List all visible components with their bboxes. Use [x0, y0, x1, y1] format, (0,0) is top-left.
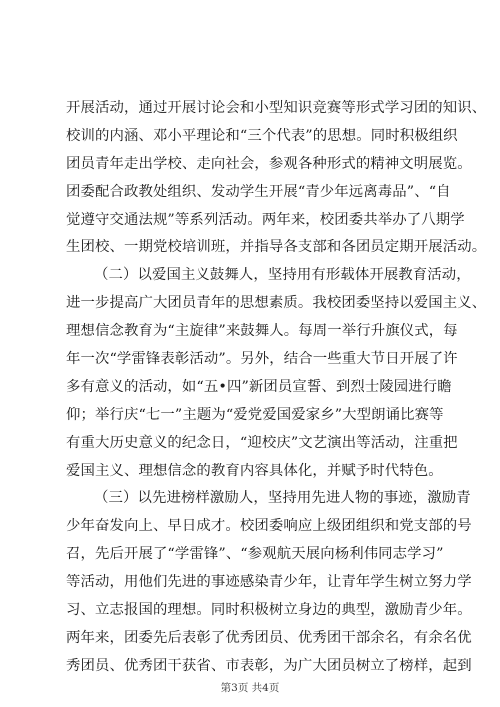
- text-line: 少年奋发向上、早日成才。校团委响应上级团组织和党支部的号: [66, 518, 472, 535]
- page-number: 第3页 共4页: [220, 682, 280, 694]
- text-line: 校训的内涵、邓小平理论和“三个代表”的思想。同时积极组织: [66, 127, 458, 144]
- text-line: 开展活动，通过开展讨论会和小型知识竞赛等形式学习团的知识、: [66, 100, 487, 116]
- text-line: 进一步提高广大团员青年的思想素质。我校团委坚持以爱国主义、: [66, 295, 487, 312]
- text-line: 秀团员、优秀团干获省、市表彰，为广大团员树立了榜样，起到: [66, 657, 472, 674]
- text-line: 团员青年走出学校、走向社会，参观各种形式的精神文明展览。: [66, 155, 472, 172]
- text-line: 理想信念教育为“主旋律”来鼓舞人。每周一举行升旗仪式，每: [66, 323, 458, 340]
- text-line: 有重大历史意义的纪念日，“迎校庆”文艺演出等活动，注重把: [66, 434, 458, 451]
- text-line: 团委配合政教处组织、发动学生开展“青少年远离毒品”、“自: [66, 183, 451, 200]
- text-line: 觉遵守交通法规”等系列活动。两年来，校团委共举办了八期学: [66, 211, 465, 228]
- text-line: 生团校、一期党校培训班，并指导各支部和各团员定期开展活动。: [66, 239, 487, 256]
- text-line: 等活动，用他们先进的事迹感染青少年，让青年学生树立努力学: [66, 574, 472, 591]
- text-line: 爱国主义、理想信念的教育内容具体化，并赋予时代特色。: [66, 462, 443, 479]
- body-text: [66, 95, 487, 681]
- text-line: 多有意义的活动，如“五•四”新团员宣誓、到烈士陵园进行瞻: [66, 378, 452, 395]
- text-line: （三）以先进榜样激励人，坚持用先进人物的事迹，激励青: [94, 490, 471, 507]
- text-line: （二）以爱国主义鼓舞人，坚持用有形载体开展教育活动，: [94, 267, 471, 284]
- text-line: 年一次“学雷锋表彰活动”。另外，结合一些重大节日开展了许: [66, 351, 458, 368]
- text-line: 习、立志报国的理想。同时积极树立身边的典型，激励青少年。: [66, 602, 472, 619]
- text-line: 召，先后开展了“学雷锋”、“参观航天展向杨利伟同志学习”: [66, 546, 444, 563]
- text-line: 仰；举行庆“七一”主题为“爱党爱国爱家乡”大型朗诵比赛等: [66, 406, 444, 423]
- text-line: 两年来，团委先后表彰了优秀团员、优秀团干部余名，有余名优: [66, 629, 472, 646]
